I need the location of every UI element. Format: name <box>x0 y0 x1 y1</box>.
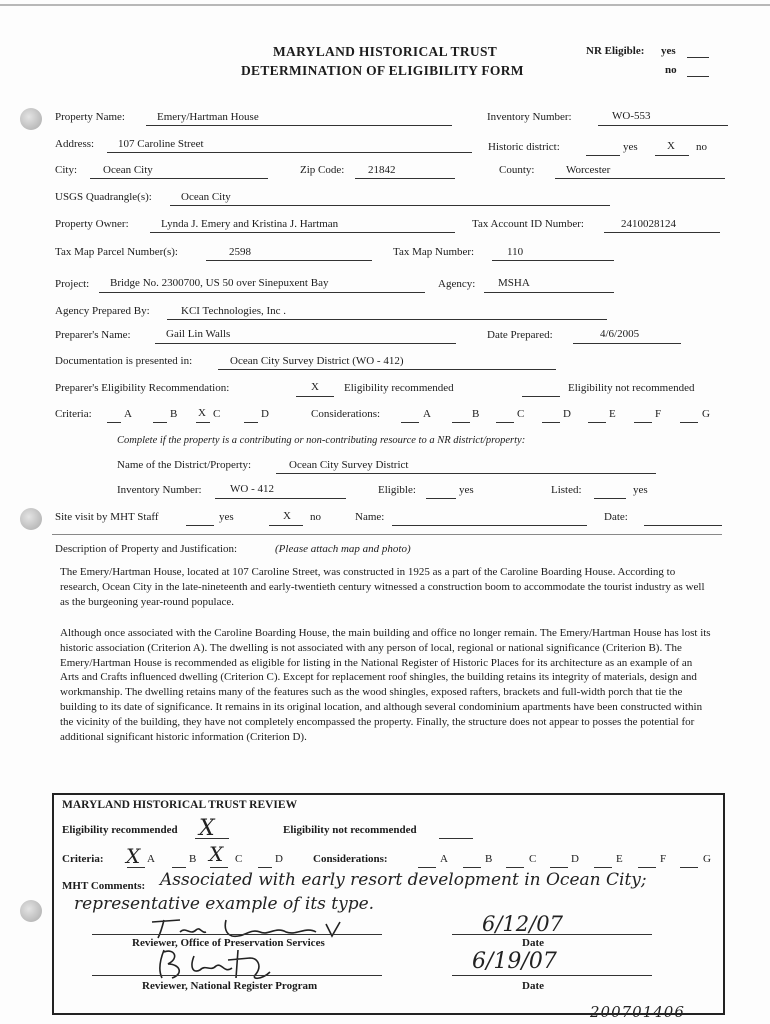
review-cons-d-blank[interactable] <box>550 867 568 868</box>
crit-c-label: C <box>213 408 221 420</box>
city-line <box>90 178 268 179</box>
reviewer-2-date-line <box>452 975 652 976</box>
review-cons-c-label: C <box>529 853 537 865</box>
district-label: Name of the District/Property: <box>117 459 252 471</box>
punch-hole <box>20 508 42 530</box>
documentation-field[interactable]: Ocean City Survey District (WO - 412) <box>230 355 404 367</box>
nr-eligible-label: NR Eligible: <box>586 45 645 57</box>
hd-no-label: no <box>696 141 707 153</box>
reviewer-2-date-label: Date <box>522 980 544 992</box>
reviewer-2-line[interactable] <box>92 975 382 976</box>
review-crit-c-blank[interactable] <box>210 867 228 868</box>
form-title: MARYLAND HISTORICAL TRUST <box>273 44 498 59</box>
listed-blank[interactable] <box>594 498 626 499</box>
tax-map-field[interactable]: 110 <box>507 246 524 258</box>
district-inventory-label: Inventory Number: <box>117 484 202 496</box>
reviewer-1-date-label: Date <box>522 937 544 949</box>
criteria-label: Criteria: <box>55 408 92 420</box>
recommended-label: Eligibility recommended <box>344 382 454 394</box>
site-visit-no-label: no <box>310 511 321 523</box>
property-name-label: Property Name: <box>55 111 125 123</box>
cons-e-label: E <box>609 408 616 420</box>
cons-b-label: B <box>472 408 480 420</box>
prepared-by-field[interactable]: KCI Technologies, Inc . <box>181 305 287 317</box>
recommended-blank[interactable] <box>296 396 334 397</box>
description-note: (Please attach map and photo) <box>275 543 411 555</box>
parcel-line <box>206 260 372 261</box>
cons-g-label: G <box>702 408 710 420</box>
review-crit-c-label: C <box>235 853 243 865</box>
hd-x-blank[interactable] <box>655 155 689 156</box>
review-criteria-label: Criteria: <box>62 853 104 865</box>
section-divider <box>52 534 722 535</box>
crit-c-blank[interactable] <box>196 422 210 423</box>
crit-a-blank[interactable] <box>107 422 121 423</box>
inventory-number-label: Inventory Number: <box>487 111 572 123</box>
cons-a-label: A <box>423 408 431 420</box>
property-name-line <box>146 125 452 126</box>
county-field[interactable]: Worcester <box>566 164 611 176</box>
review-crit-c-mark: X <box>209 842 224 866</box>
usgs-label: USGS Quadrangle(s): <box>55 191 152 203</box>
agency-field[interactable]: MSHA <box>498 277 530 289</box>
description-paragraph-2: Although once associated with the Caroline Boarding House, the main building and office no longer remain. The Emery/Hartman House has lost its historic association (Criterion A). The dwelling is not associated with any person of local, regional or national significance (Criterion B). The Emery/Hartman House is recommended as eligible for listing in the National Register of Historic Places for its architecture as an example of an Arts and Crafts influenced dwelling (Criterion C). Except for replacement roof shingles, the building retains its integrity of materials, design and workmanship. The dwelling retains many of the features such as the wood shingles, exposed rafters, brackets and full-width porch that tie the building to its date of significance. It remains in its original location, and although several condominium apartments have been constructed within the vicinity of the building, they have not completely encompassed the property. Finally, the structure does not appear to posses the potential for additional significant historic information (Criterion D). <box>60 627 711 743</box>
usgs-field[interactable]: Ocean City <box>181 191 231 203</box>
crit-a-label: A <box>124 408 132 420</box>
review-cons-f-label: F <box>660 853 667 865</box>
district-inventory-field[interactable]: WO - 412 <box>230 483 274 495</box>
cons-c-blank[interactable] <box>496 422 514 423</box>
crit-c-mark: X <box>198 407 206 419</box>
listed-yes-label: yes <box>633 484 648 496</box>
review-crit-d-blank[interactable] <box>258 867 272 868</box>
owner-line <box>150 232 455 233</box>
not-recommended-label: Eligibility not recommended <box>568 382 695 394</box>
address-field[interactable]: 107 Caroline Street <box>118 138 204 150</box>
cons-f-label: F <box>655 408 662 420</box>
recommended-mark: X <box>311 381 319 393</box>
site-visit-mark: X <box>283 510 291 522</box>
tax-map-line <box>492 260 614 261</box>
historic-district-label: Historic district: <box>488 141 560 153</box>
punch-hole <box>20 108 42 130</box>
address-line <box>107 152 472 153</box>
hd-mark: X <box>667 140 675 152</box>
form-subtitle: DETERMINATION OF ELIGIBILITY FORM <box>241 63 524 78</box>
district-field[interactable]: Ocean City Survey District <box>289 459 409 471</box>
reviewer-2-label: Reviewer, National Register Program <box>142 980 318 992</box>
county-line <box>555 178 725 179</box>
inventory-number-field[interactable]: WO-553 <box>612 110 651 122</box>
contributing-note: Complete if the property is a contributing or non-contributing resource to a NR district/property: <box>117 435 526 446</box>
mht-comments-label: MHT Comments: <box>62 880 146 892</box>
review-cons-e-label: E <box>616 853 623 865</box>
tax-account-label: Tax Account ID Number: <box>472 218 584 230</box>
cons-e-blank[interactable] <box>588 422 606 423</box>
site-visit-yes-blank[interactable] <box>186 525 214 526</box>
review-cons-a-blank[interactable] <box>418 867 436 868</box>
preparer-line <box>155 343 456 344</box>
prepared-by-label: Agency Prepared By: <box>55 305 150 317</box>
district-line <box>276 473 656 474</box>
description-paragraph-1: The Emery/Hartman House, located at 107 Caroline Street, was constructed in 1925 as a part of the Caroline Boarding House. According to research, Ocean City in the late-nineteenth and early-twentieth century witnessed a construction boom to accommodate the tourist industry as well as the burgeoning year-round populace. <box>60 566 705 608</box>
reviewer-1-line[interactable] <box>92 934 382 935</box>
city-field[interactable]: Ocean City <box>103 164 153 176</box>
cons-g-blank[interactable] <box>680 422 698 423</box>
site-visit-name-label: Name: <box>355 511 385 523</box>
city-label: City: <box>55 164 78 176</box>
documentation-line <box>218 369 556 370</box>
agency-label: Agency: <box>438 278 476 290</box>
review-cons-d-label: D <box>571 853 579 865</box>
description-label: Description of Property and Justification: <box>55 543 238 555</box>
zip-field[interactable]: 21842 <box>368 164 396 176</box>
documentation-label: Documentation is presented in: <box>55 355 193 367</box>
reviewer-2-date[interactable]: 6/19/07 <box>472 949 557 974</box>
cons-d-blank[interactable] <box>542 422 560 423</box>
review-crit-b-label: B <box>189 853 197 865</box>
review-cons-c-blank[interactable] <box>506 867 524 868</box>
date-prepared-line <box>573 343 681 344</box>
site-visit-date-label: Date: <box>604 511 628 523</box>
project-field[interactable]: Bridge No. 2300700, US 50 over Sinepuxent Bay <box>110 277 329 289</box>
district-inventory-line <box>215 498 346 499</box>
review-cons-g-label: G <box>703 853 711 865</box>
usgs-line <box>170 205 610 206</box>
site-visit-name-field[interactable] <box>392 525 587 526</box>
punch-hole <box>20 900 42 922</box>
mht-comments-line-2[interactable]: representative example of its type. <box>74 894 375 914</box>
reviewer-2-signature <box>150 944 290 984</box>
county-label: County: <box>499 164 535 176</box>
file-stamp: 200701406 <box>590 1003 685 1021</box>
cons-a-blank[interactable] <box>401 422 419 423</box>
tax-account-field[interactable]: 2410028124 <box>621 218 676 230</box>
crit-b-blank[interactable] <box>153 422 167 423</box>
review-cons-b-label: B <box>485 853 493 865</box>
nr-no-blank[interactable] <box>687 76 709 77</box>
crit-d-blank[interactable] <box>244 422 258 423</box>
reviewer-1-label: Reviewer, Office of Preservation Services <box>132 937 325 949</box>
tax-account-line <box>604 232 720 233</box>
tax-map-label: Tax Map Number: <box>393 246 475 258</box>
not-recommended-blank[interactable] <box>522 396 560 397</box>
cons-d-label: D <box>563 408 571 420</box>
recommendation-label: Preparer's Eligibility Recommendation: <box>55 382 230 394</box>
review-title: MARYLAND HISTORICAL TRUST REVIEW <box>62 799 298 811</box>
review-elig-rec-mark: X <box>199 816 215 841</box>
project-line <box>99 292 425 293</box>
nr-yes-label: yes <box>661 45 676 57</box>
agency-line <box>484 292 614 293</box>
site-visit-no-blank[interactable] <box>269 525 303 526</box>
hd-yes-blank[interactable] <box>586 155 620 156</box>
review-crit-d-label: D <box>275 853 283 865</box>
cons-f-blank[interactable] <box>634 422 652 423</box>
crit-d-label: D <box>261 408 269 420</box>
preparer-label: Preparer's Name: <box>55 329 131 341</box>
owner-label: Property Owner: <box>55 218 129 230</box>
reviewer-1-date-line <box>452 934 652 935</box>
hd-yes-label: yes <box>623 141 638 153</box>
date-prepared-label: Date Prepared: <box>487 329 553 341</box>
zip-line <box>355 178 455 179</box>
review-cons-g-blank[interactable] <box>680 867 698 868</box>
site-visit-date-field[interactable] <box>644 525 722 526</box>
considerations-label: Considerations: <box>311 408 381 420</box>
parcel-label: Tax Map Parcel Number(s): <box>55 246 178 258</box>
review-cons-b-blank[interactable] <box>463 867 481 868</box>
review-cons-a-label: A <box>440 853 448 865</box>
project-label: Project: <box>55 278 90 290</box>
nr-no-label: no <box>665 64 677 76</box>
reviewer-1-date[interactable]: 6/12/07 <box>482 912 563 936</box>
cons-c-label: C <box>517 408 525 420</box>
review-elig-not-label: Eligibility not recommended <box>283 824 417 836</box>
mht-comments-line-1[interactable]: Associated with early resort development in Ocean City; <box>160 870 647 890</box>
site-visit-label: Site visit by MHT Staff <box>55 511 159 523</box>
review-cons-f-blank[interactable] <box>638 867 656 868</box>
review-crit-a-mark: X <box>126 844 141 868</box>
review-cons-e-blank[interactable] <box>594 867 612 868</box>
preparer-field[interactable]: Gail Lin Walls <box>166 328 231 340</box>
parcel-field[interactable]: 2598 <box>229 246 251 258</box>
property-name-field[interactable]: Emery/Hartman House <box>157 111 259 123</box>
cons-b-blank[interactable] <box>452 422 470 423</box>
review-elig-rec-label: Eligibility recommended <box>62 824 178 836</box>
listed-label: Listed: <box>551 484 582 496</box>
scan-edge <box>0 4 770 6</box>
eligible-blank[interactable] <box>426 498 456 499</box>
review-elig-not-blank[interactable] <box>439 838 473 839</box>
review-considerations-label: Considerations: <box>313 853 388 865</box>
address-label: Address: <box>55 138 95 150</box>
eligible-label: Eligible: <box>378 484 416 496</box>
date-prepared-field[interactable]: 4/6/2005 <box>600 328 640 340</box>
site-visit-yes-label: yes <box>219 511 234 523</box>
review-crit-b-blank[interactable] <box>172 867 186 868</box>
prepared-by-line <box>167 319 607 320</box>
owner-field[interactable]: Lynda J. Emery and Kristina J. Hartman <box>161 218 339 230</box>
eligible-yes-label: yes <box>459 484 474 496</box>
inventory-number-line <box>598 125 728 126</box>
zip-label: Zip Code: <box>300 164 345 176</box>
review-crit-a-label: A <box>147 853 155 865</box>
nr-yes-blank[interactable] <box>687 57 709 58</box>
crit-b-label: B <box>170 408 178 420</box>
